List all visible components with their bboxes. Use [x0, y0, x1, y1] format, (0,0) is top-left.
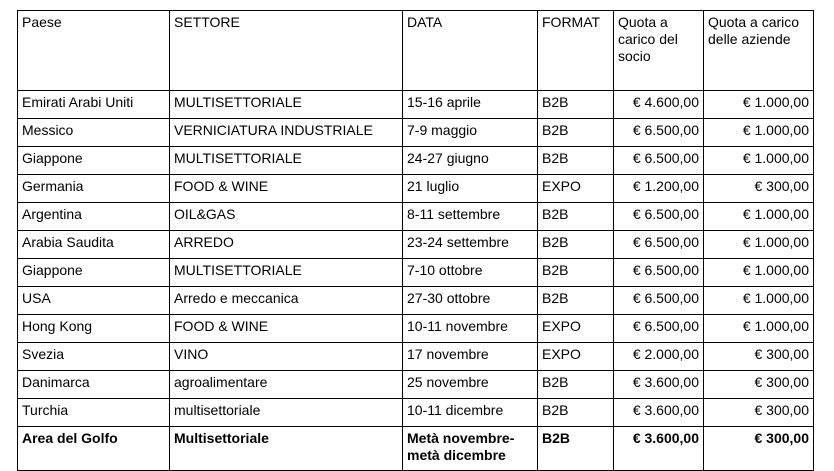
cell-paese: Giappone: [18, 147, 170, 175]
cell-data: 10-11 novembre: [403, 315, 538, 343]
cell-format: B2B: [538, 287, 614, 315]
cell-quota-socio: € 2.000,00: [614, 343, 704, 371]
cell-data: Metà novembre-metà dicembre: [403, 427, 538, 471]
table-row: [18, 343, 814, 371]
table-row: [18, 147, 814, 175]
cell-settore: OIL&GAS: [170, 203, 403, 231]
cell-quota-aziende: € 1.000,00: [704, 119, 814, 147]
header-quota-aziende: Quota a carico delle aziende: [704, 11, 814, 91]
header-format: FORMAT: [538, 11, 614, 91]
cell-quota-socio: € 6.500,00: [614, 287, 704, 315]
table-row: [18, 259, 814, 287]
cell-format: EXPO: [538, 175, 614, 203]
cell-data: 15-16 aprile: [403, 91, 538, 119]
table-row: [18, 427, 814, 471]
table-header-row: [18, 11, 814, 91]
cell-quota-socio: € 3.600,00: [614, 427, 704, 471]
cell-quota-socio: € 1.200,00: [614, 175, 704, 203]
cell-format: EXPO: [538, 315, 614, 343]
table-row: [18, 371, 814, 399]
cell-settore: multisettoriale: [170, 399, 403, 427]
cell-quota-socio: € 6.500,00: [614, 119, 704, 147]
cell-format: B2B: [538, 147, 614, 175]
cell-data: 24-27 giugno: [403, 147, 538, 175]
table-row: [18, 231, 814, 259]
cell-quota-socio: € 6.500,00: [614, 259, 704, 287]
table-row: [18, 175, 814, 203]
cell-paese: Giappone: [18, 259, 170, 287]
cell-paese: Turchia: [18, 399, 170, 427]
cell-quota-socio: € 3.600,00: [614, 399, 704, 427]
cell-data: 7-10 ottobre: [403, 259, 538, 287]
cell-paese: Emirati Arabi Uniti: [18, 91, 170, 119]
events-table-wrapper: [17, 10, 814, 471]
cell-quota-aziende: € 1.000,00: [704, 231, 814, 259]
cell-paese: Messico: [18, 119, 170, 147]
cell-settore: ARREDO: [170, 231, 403, 259]
cell-settore: MULTISETTORIALE: [170, 147, 403, 175]
cell-data: 7-9 maggio: [403, 119, 538, 147]
cell-quota-aziende: € 1.000,00: [704, 203, 814, 231]
table-row: [18, 315, 814, 343]
cell-quota-aziende: € 300,00: [704, 371, 814, 399]
cell-quota-socio: € 6.500,00: [614, 203, 704, 231]
cell-settore: agroalimentare: [170, 371, 403, 399]
header-paese: Paese: [18, 11, 170, 91]
cell-settore: Multisettoriale: [170, 427, 403, 471]
header-settore: SETTORE: [170, 11, 403, 91]
cell-format: B2B: [538, 91, 614, 119]
cell-format: B2B: [538, 427, 614, 471]
events-table: [17, 10, 814, 471]
cell-settore: VERNICIATURA INDUSTRIALE: [170, 119, 403, 147]
cell-quota-socio: € 3.600,00: [614, 371, 704, 399]
cell-format: B2B: [538, 203, 614, 231]
cell-data: 17 novembre: [403, 343, 538, 371]
cell-quota-aziende: € 1.000,00: [704, 91, 814, 119]
cell-quota-aziende: € 300,00: [704, 343, 814, 371]
cell-format: B2B: [538, 119, 614, 147]
cell-settore: VINO: [170, 343, 403, 371]
cell-quota-aziende: € 300,00: [704, 399, 814, 427]
cell-data: 8-11 settembre: [403, 203, 538, 231]
cell-format: B2B: [538, 259, 614, 287]
cell-data: 23-24 settembre: [403, 231, 538, 259]
cell-paese: Arabia Saudita: [18, 231, 170, 259]
cell-paese: Germania: [18, 175, 170, 203]
cell-settore: FOOD & WINE: [170, 315, 403, 343]
cell-paese: USA: [18, 287, 170, 315]
cell-quota-socio: € 4.600,00: [614, 91, 704, 119]
cell-paese: Svezia: [18, 343, 170, 371]
cell-quota-aziende: € 1.000,00: [704, 147, 814, 175]
cell-data: 27-30 ottobre: [403, 287, 538, 315]
header-quota-socio: Quota a carico del socio: [614, 11, 704, 91]
cell-paese: Danimarca: [18, 371, 170, 399]
cell-paese: Area del Golfo: [18, 427, 170, 471]
cell-data: 21 luglio: [403, 175, 538, 203]
cell-settore: Arredo e meccanica: [170, 287, 403, 315]
cell-quota-aziende: € 300,00: [704, 175, 814, 203]
table-row: [18, 119, 814, 147]
cell-quota-aziende: € 1.000,00: [704, 315, 814, 343]
cell-quota-socio: € 6.500,00: [614, 315, 704, 343]
header-data: DATA: [403, 11, 538, 91]
cell-format: B2B: [538, 371, 614, 399]
cell-quota-socio: € 6.500,00: [614, 231, 704, 259]
table-row: [18, 91, 814, 119]
cell-quota-aziende: € 1.000,00: [704, 259, 814, 287]
cell-quota-aziende: € 300,00: [704, 427, 814, 471]
cell-data: 10-11 dicembre: [403, 399, 538, 427]
cell-data: 25 novembre: [403, 371, 538, 399]
table-row: [18, 287, 814, 315]
cell-settore: FOOD & WINE: [170, 175, 403, 203]
cell-format: B2B: [538, 231, 614, 259]
cell-paese: Hong Kong: [18, 315, 170, 343]
cell-paese: Argentina: [18, 203, 170, 231]
cell-format: B2B: [538, 399, 614, 427]
cell-settore: MULTISETTORIALE: [170, 259, 403, 287]
cell-quota-aziende: € 1.000,00: [704, 287, 814, 315]
cell-quota-socio: € 6.500,00: [614, 147, 704, 175]
cell-settore: MULTISETTORIALE: [170, 91, 403, 119]
cell-format: EXPO: [538, 343, 614, 371]
table-row: [18, 203, 814, 231]
table-row: [18, 399, 814, 427]
